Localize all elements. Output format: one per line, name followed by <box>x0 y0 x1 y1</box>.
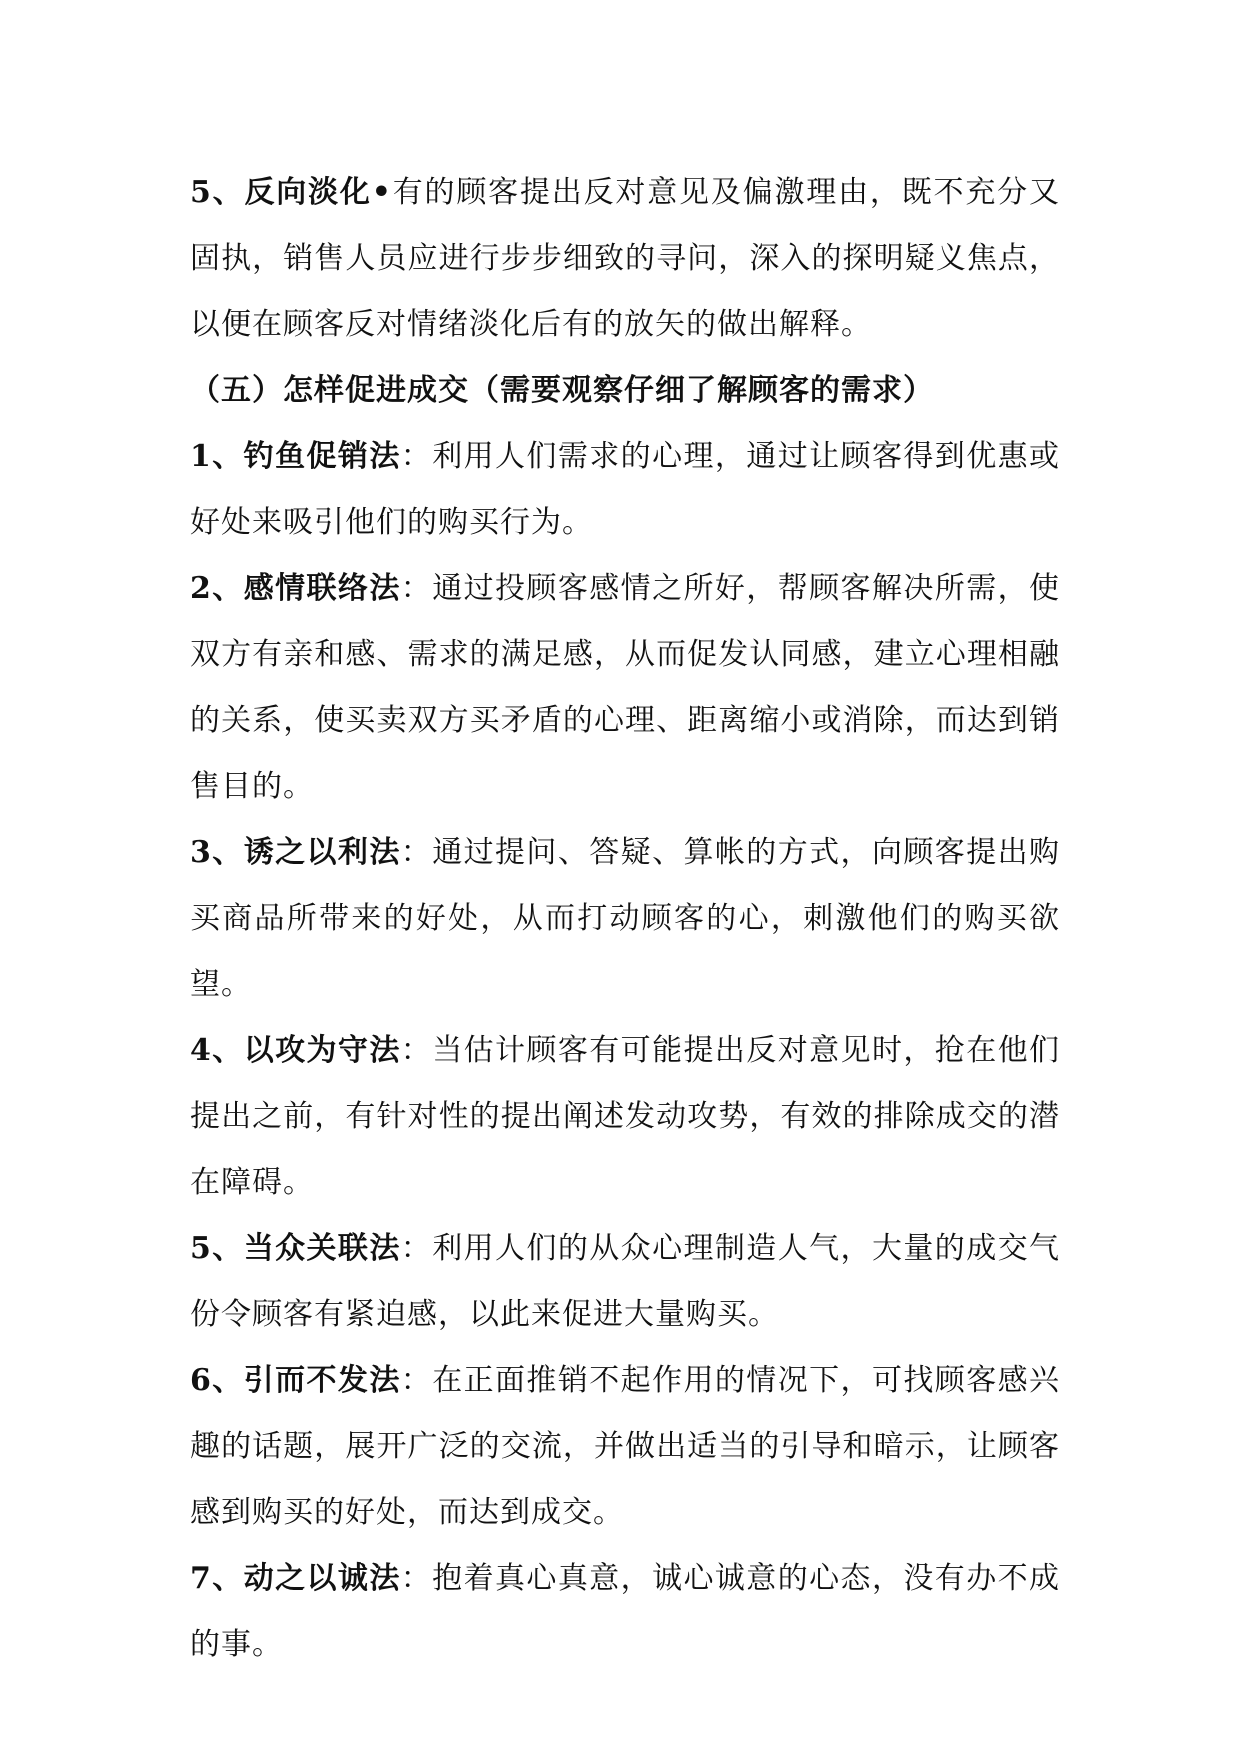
method-title: 5、当众关联法 <box>190 1231 401 1266</box>
method-title: 3、诱之以利法 <box>190 835 401 870</box>
method-title: 7、动之以诚法 <box>190 1561 401 1596</box>
method-body: 在正面推销不起作用的情况下，可找顾客感兴趣的话题，展开广泛的交流，并做出适当的引导和暗示，让顾客感到购买的好处，而达到成交。 <box>190 1363 1061 1530</box>
method-item-5 <box>190 1216 1060 1348</box>
paragraph-title: 5、反向淡化• <box>190 175 392 210</box>
method-title: 2、感情联络法 <box>190 571 401 606</box>
method-separator: ： <box>400 1231 433 1266</box>
method-item-6 <box>190 1348 1060 1546</box>
document-page <box>190 160 1060 1678</box>
method-title: 1、钓鱼促销法 <box>190 439 401 474</box>
method-separator: ： <box>400 1561 433 1596</box>
method-body: 当估计顾客有可能提出反对意见时，抢在他们提出之前，有针对性的提出阐述发动攻势，有效的排除成交的潜在障碍。 <box>190 1033 1061 1200</box>
section-heading: （五）怎样促进成交（需要观察仔细了解顾客的需求） <box>190 373 934 408</box>
method-separator: ： <box>400 835 433 870</box>
method-title: 4、以攻为守法 <box>190 1033 401 1068</box>
paragraph-body: 有的顾客提出反对意见及偏激理由，既不充分又固执，销售人员应进行步步细致的寻问，深入的探明疑义焦点，以便在顾客反对情绪淡化后有的放矢的做出解释。 <box>190 175 1060 342</box>
method-body: 利用人们需求的心理，通过让顾客得到优惠或好处来吸引他们的购买行为。 <box>190 439 1061 540</box>
method-body: 利用人们的从众心理制造人气，大量的成交气份令顾客有紧迫感，以此来促进大量购买。 <box>190 1231 1061 1332</box>
method-body: 通过投顾客感情之所好，帮顾客解决所需，使双方有亲和感、需求的满足感，从而促发认同感，建立心理相融的关系，使买卖双方买矛盾的心理、距离缩小或消除，而达到销售目的。 <box>190 571 1061 804</box>
method-separator: ： <box>400 439 433 474</box>
method-body: 通过提问、答疑、算帐的方式，向顾客提出购买商品所带来的好处，从而打动顾客的心，刺激他们的购买欲望。 <box>190 835 1061 1002</box>
method-separator: ： <box>400 1033 433 1068</box>
method-item-3 <box>190 820 1060 1018</box>
method-separator: ： <box>400 571 433 606</box>
method-title: 6、引而不发法 <box>190 1363 401 1398</box>
method-item-2 <box>190 556 1060 820</box>
method-item-4 <box>190 1018 1060 1216</box>
method-item-7 <box>190 1546 1060 1678</box>
method-item-1 <box>190 424 1060 556</box>
method-separator: ： <box>400 1363 433 1398</box>
method-body: 抱着真心真意，诚心诚意的心态，没有办不成的事。 <box>190 1561 1061 1662</box>
paragraph-reverse-dilution <box>190 160 1060 358</box>
